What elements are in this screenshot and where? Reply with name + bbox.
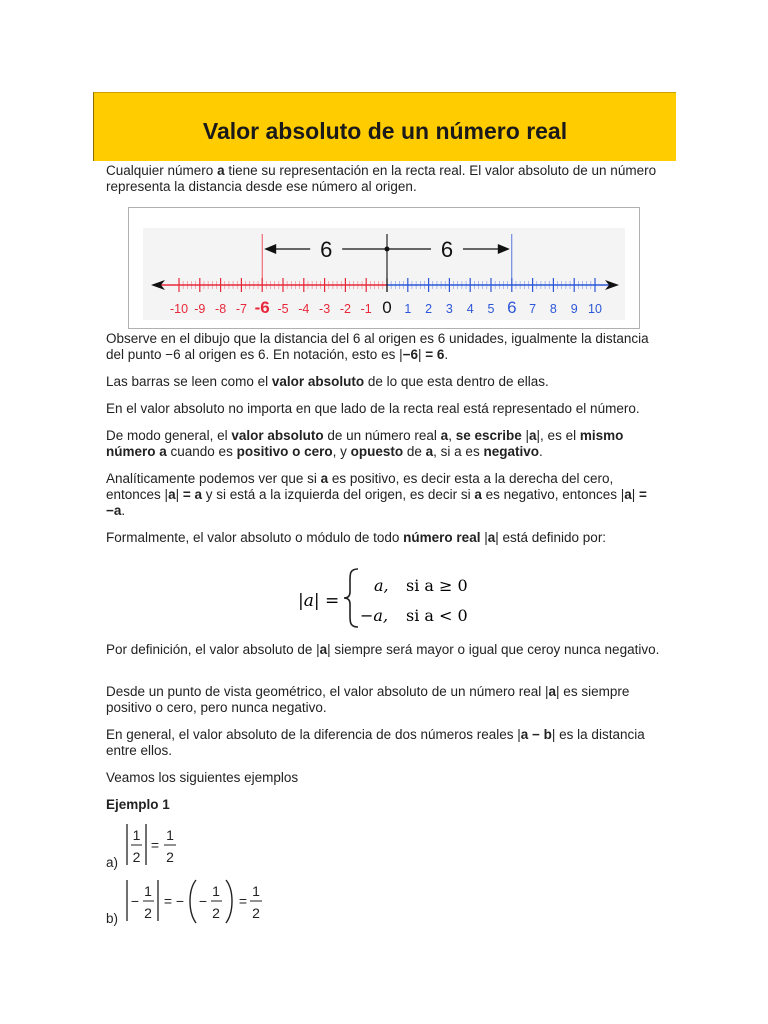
tick-label: -4 bbox=[298, 302, 310, 316]
example-a-label: a) bbox=[106, 855, 119, 870]
abs-definition-formula bbox=[296, 566, 496, 630]
example-a-numerator: 1 bbox=[132, 827, 141, 843]
distance-right-label: 6 bbox=[440, 237, 454, 262]
example-title: Ejemplo 1 bbox=[106, 797, 170, 812]
example-b-result-numerator: 1 bbox=[252, 883, 260, 899]
origin-dot bbox=[385, 247, 390, 252]
tick-label: 9 bbox=[570, 302, 578, 316]
example-b-inner-numerator: 1 bbox=[212, 883, 220, 899]
example-b-inner-denominator: 2 bbox=[212, 905, 220, 921]
example-b-numerator: 1 bbox=[144, 883, 152, 899]
tick-label: 5 bbox=[487, 302, 495, 316]
tick-label: -9 bbox=[194, 302, 206, 316]
example-a-denominator: 2 bbox=[132, 849, 141, 865]
title-banner bbox=[93, 92, 676, 161]
tick-label: 6 bbox=[507, 298, 517, 317]
formal-paragraph: Formalmente, el valor absoluto o módulo de todo número real |a| está definido por: bbox=[106, 530, 607, 545]
barras-paragraph: Las barras se leen como el valor absoluto de lo que esta dentro de ellas. bbox=[106, 374, 549, 389]
tick-label: 2 bbox=[425, 302, 433, 316]
formula-case1-condition: si a ≥ 0 bbox=[406, 576, 468, 595]
tick-label: -8 bbox=[215, 302, 227, 316]
distance-left-label: 6 bbox=[320, 237, 333, 262]
example-b-inner-minus: − bbox=[198, 893, 208, 909]
example-b-paren-left bbox=[190, 880, 196, 923]
tick-label: -10 bbox=[169, 302, 189, 316]
tick-label: -3 bbox=[319, 302, 331, 316]
example-a bbox=[106, 820, 226, 872]
example-b-negation: − bbox=[175, 893, 185, 909]
formula-case1-value: a, bbox=[374, 576, 389, 595]
formula-case2-value: −a, bbox=[360, 606, 389, 625]
tick-label: -6 bbox=[254, 298, 270, 317]
example-b-equals-2: = bbox=[238, 893, 248, 909]
tick-label: 3 bbox=[445, 302, 453, 316]
veamos-paragraph: Veamos los siguientes ejemplos bbox=[106, 770, 299, 785]
definicion-paragraph: Por definición, el valor absoluto de |a| siempre será mayor o igual que ceroy nunca negativo. bbox=[106, 642, 660, 657]
example-b-label: b) bbox=[106, 911, 119, 926]
geometrico-paragraph: Desde un punto de vista geométrico, el valor absoluto de un número real |a| es siempre positivo o cero, pero nunca negativo. bbox=[106, 684, 630, 715]
tick-label: 4 bbox=[466, 302, 474, 316]
example-b bbox=[106, 876, 306, 928]
tick-label: 7 bbox=[529, 302, 537, 316]
number-line-svg bbox=[129, 208, 639, 328]
formula-case2-condition: si a < 0 bbox=[406, 606, 468, 625]
example-b-result-denominator: 2 bbox=[252, 905, 260, 921]
example-a-result-numerator: 1 bbox=[166, 827, 174, 843]
example-b-minus: − bbox=[130, 893, 140, 909]
example-b-equals-1: = bbox=[163, 893, 173, 909]
observe-paragraph: Observe en el dibujo que la distancia del 6 al origen es 6 unidades, igualmente la distancia del punto −6 al origen es 6. En notación, esto es |−6| = 6. bbox=[106, 331, 649, 362]
lado-paragraph: En el valor absoluto no importa en que lado de la recta real está representado el número. bbox=[106, 401, 640, 416]
example-b-denominator: 2 bbox=[144, 905, 152, 921]
general-paragraph: De modo general, el valor absoluto de un número real a, se escribe |a|, es el mismo número a cuando es positivo o cero, y opuesto de a, si a es negativo. bbox=[106, 428, 624, 459]
intro-paragraph: Cualquier número a tiene su representación en la recta real. El valor absoluto de un número representa la distancia desde ese número al origen. bbox=[106, 163, 657, 194]
number-line-figure bbox=[128, 207, 640, 329]
tick-label: 10 bbox=[588, 302, 602, 316]
example-b-paren-right bbox=[226, 880, 232, 923]
tick-label: -1 bbox=[360, 302, 372, 316]
analitica-paragraph: Analíticamente podemos ver que si a es positivo, es decir esta a la derecha del cero, entonces |a| = a y si está a la izquierda del origen, es decir si a es negativo, entonces |a| = −a. bbox=[106, 471, 647, 518]
tick-label: 8 bbox=[549, 302, 557, 316]
tick-label: 0 bbox=[382, 298, 392, 317]
formula-lhs: |a| = bbox=[298, 591, 340, 611]
example-a-result-denominator: 2 bbox=[166, 849, 174, 865]
page-title: Valor absoluto de un número real bbox=[202, 118, 568, 144]
example-a-equals: = bbox=[150, 837, 160, 853]
diferencia-paragraph: En general, el valor absoluto de la diferencia de dos números reales |a − b| es la distancia entre ellos. bbox=[106, 727, 645, 758]
tick-label: -5 bbox=[277, 302, 289, 316]
tick-label: -7 bbox=[235, 302, 247, 316]
formula-brace bbox=[344, 569, 358, 627]
tick-label: 1 bbox=[404, 302, 412, 316]
tick-label: -2 bbox=[339, 302, 351, 316]
